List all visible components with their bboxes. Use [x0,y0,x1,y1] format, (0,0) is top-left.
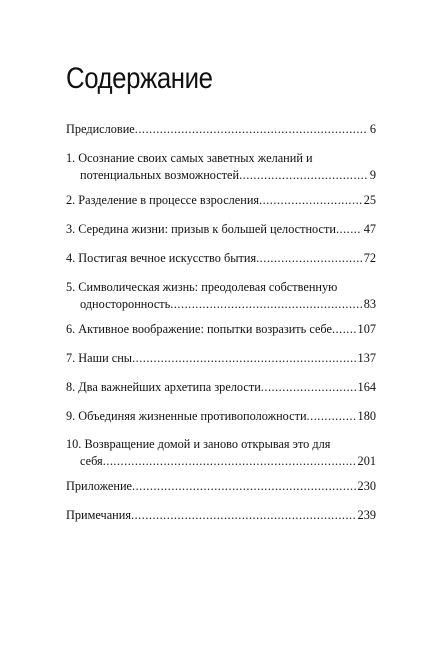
toc-entry-title-line1: 1. Осознание своих самых заветных желаний и [66,151,313,165]
toc-entry-page: 230 [357,479,376,493]
toc-entry-page: 25 [363,193,376,207]
toc-entry[interactable] [66,350,376,367]
dot-leader [132,350,355,367]
toc-entry[interactable] [66,507,376,524]
toc-entry-page: 239 [357,508,376,522]
toc-entry-title-line2: односторонность [80,297,171,311]
dot-leader [259,192,362,209]
toc-entry-title: Предисловие [66,122,135,136]
toc-entry-title: 3. Середина жизни: призыв к большей целостности [66,222,336,236]
dot-leader [336,221,362,238]
toc-entry[interactable] [66,250,376,267]
toc-entry[interactable] [66,436,376,470]
toc-entry-page: 9 [369,168,376,182]
dot-leader [132,478,356,495]
toc-entry-title-line2: потенциальных возможностей [80,168,240,182]
toc-entry[interactable] [66,321,376,338]
toc-entry[interactable] [66,408,376,425]
dot-leader [332,321,356,338]
dot-leader [261,379,356,396]
toc-entry-page: 180 [357,409,376,423]
toc-entry-page: 83 [363,297,376,311]
toc-entry[interactable] [66,279,376,313]
toc-entry[interactable] [66,478,376,495]
toc-entry-title: Приложение [66,479,132,493]
dot-leader [239,167,368,184]
dot-leader [256,250,362,267]
toc-entry-title: 9. Объединяя жизненные противоположности [66,409,307,423]
page-title: Содержание [66,62,213,95]
toc-entry-title-line1: 5. Символическая жизнь: преодолевая собственную [66,280,338,294]
toc-entry[interactable] [66,121,376,138]
toc-entry[interactable] [66,192,376,209]
toc-entry-page: 6 [369,122,376,136]
toc-entry-title: 4. Постигая вечное искусство бытия [66,251,257,265]
toc-entry-page: 47 [363,222,376,236]
toc-entry-page: 107 [357,322,376,336]
toc-entry-title: 6. Активное воображение: попытки возразить себе [66,322,332,336]
toc-entry-page: 164 [357,380,376,394]
toc-entry-title: 7. Наши сны [66,351,133,365]
toc-entry-title: Примечания [66,508,132,522]
dot-leader [131,507,356,524]
toc-entry[interactable] [66,221,376,238]
toc-entry-title-line1: 10. Возвращение домой и заново открывая это для [66,437,331,451]
toc-entry-title-line2: себя [80,454,103,468]
toc-entry-page: 201 [357,454,376,468]
toc-entry-title: 8. Два важнейших архетипа зрелости [66,380,261,394]
toc-entry-page: 72 [363,251,376,265]
toc-entry-page: 137 [357,351,376,365]
toc-entry[interactable] [66,379,376,396]
dot-leader [170,296,361,313]
dot-leader [307,408,356,425]
dot-leader [103,453,356,470]
toc-entry-title: 2. Разделение в процессе взросления [66,193,260,207]
toc-entry[interactable] [66,150,376,184]
dot-leader [135,121,368,138]
